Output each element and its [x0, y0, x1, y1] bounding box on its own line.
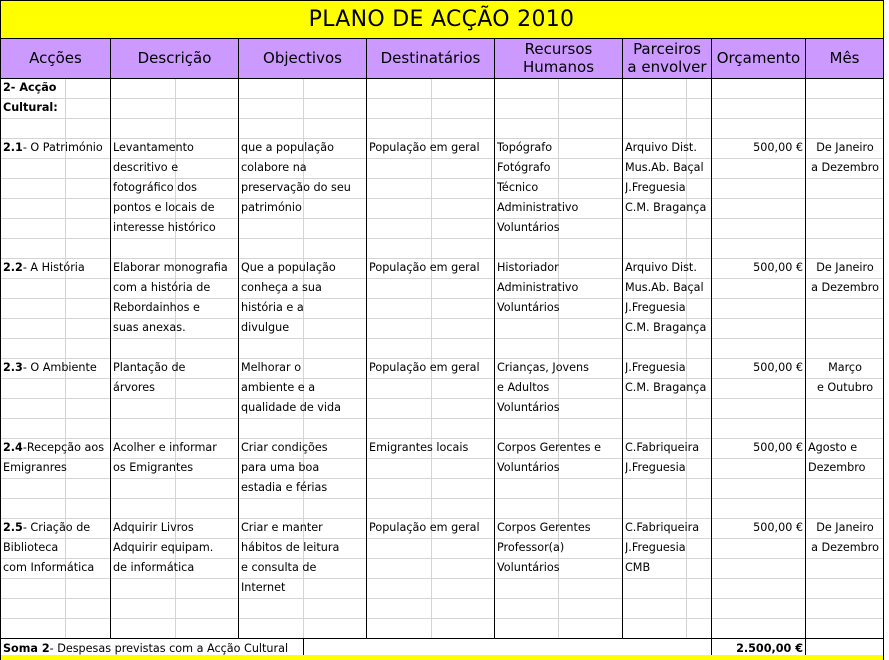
objectivos-line: divulgue [241, 321, 290, 334]
objectivos-line: qualidade de vida [241, 401, 341, 414]
column-border [711, 78, 712, 638]
orcamento-value: 500,00 € [753, 141, 803, 154]
column-header: Destinatários [380, 49, 481, 67]
column-border [494, 78, 495, 638]
objectivos-line: história e a [241, 301, 304, 314]
parceiros-line: Mus.Ab. Baçal [625, 161, 704, 174]
recursos-line: Voluntários [497, 561, 560, 574]
descricao-line: Adquirir Livros [113, 521, 194, 534]
section-heading: 2- Acção [3, 81, 57, 94]
mes-line: Agosto e [808, 441, 858, 454]
parceiros-line: Arquivo Dist. [625, 141, 697, 154]
column-header: Parceiros a envolver [627, 40, 707, 76]
objectivos-line: Criar condições [241, 441, 328, 454]
grid-row-line [0, 418, 883, 419]
column-border [883, 78, 884, 638]
orcamento-value: 500,00 € [753, 361, 803, 374]
header-divider [883, 38, 884, 78]
recursos-line: Administrativo [497, 281, 579, 294]
descricao-line: de informática [113, 561, 195, 574]
column-border [110, 78, 111, 638]
header-divider [494, 38, 495, 78]
recursos-line: Professor(a) [497, 541, 565, 554]
mes-line: De Janeiro [816, 141, 874, 154]
footer-divider [711, 638, 712, 655]
descricao-line: suas anexas. [113, 321, 186, 334]
recursos-line: Voluntários [497, 461, 560, 474]
parceiros-line: J.Freguesia [625, 301, 686, 314]
objectivos-line: colabore na [241, 161, 307, 174]
orcamento-value: 500,00 € [753, 521, 803, 534]
action-title: -Recepção aos [22, 441, 105, 454]
action-code: 2.1 [3, 141, 23, 154]
recursos-line: Crianças, Jovens [497, 361, 589, 374]
action-title-continued: Emigranres [3, 461, 67, 474]
recursos-line: Voluntários [497, 401, 560, 414]
descricao-line: Plantação de [113, 361, 186, 374]
grid-row-line [0, 478, 883, 479]
footer-left-border [0, 638, 1, 660]
column-header: Acções [29, 49, 82, 67]
destinatarios-cell: População em geral [369, 521, 480, 534]
action-title-continued: Biblioteca [3, 541, 59, 554]
descricao-line: descritivo e [113, 161, 179, 174]
grid-row-line [0, 578, 883, 579]
recursos-line: Corpos Gerentes e [497, 441, 602, 454]
action-title: - O Património [22, 141, 103, 154]
mes-line: a Dezembro [811, 161, 879, 174]
action-name [3, 358, 110, 378]
descricao-line: Levantamento [113, 141, 194, 154]
descricao-line: Adquirir equipam. [113, 541, 214, 554]
footer-right-border [883, 638, 884, 660]
action-code: 2.2 [3, 261, 23, 274]
orcamento-value: 500,00 € [753, 441, 803, 454]
column-border [0, 78, 1, 638]
descricao-line: Rebordainhos e [113, 301, 200, 314]
grid-row-line [0, 118, 883, 119]
header-bottom-border [0, 78, 884, 79]
objectivos-line: para uma boa [241, 461, 320, 474]
destinatarios-cell: População em geral [369, 361, 480, 374]
recursos-line: Voluntários [497, 221, 560, 234]
objectivos-line: Que a população [241, 261, 336, 274]
objectivos-line: ambiente e a [241, 381, 316, 394]
parceiros-line: J.Freguesia [625, 541, 686, 554]
descricao-line: os Emigrantes [113, 461, 194, 474]
mes-line: a Dezembro [811, 281, 879, 294]
action-code: 2.5 [3, 521, 23, 534]
column-border [238, 78, 239, 638]
objectivos-line: Criar e manter [241, 521, 323, 534]
footer-label [3, 639, 303, 659]
parceiros-line: J.Freguesia [625, 461, 686, 474]
recursos-line: Historiador [497, 261, 559, 274]
parceiros-line: J.Freguesia [625, 181, 686, 194]
recursos-line: e Adultos [497, 381, 550, 394]
title-bottom-border [0, 38, 884, 39]
parceiros-line: Arquivo Dist. [625, 261, 697, 274]
objectivos-line: preservação do seu [241, 181, 351, 194]
column-border [622, 78, 623, 638]
destinatarios-cell: População em geral [369, 261, 480, 274]
action-title: - O Ambiente [22, 361, 97, 374]
descricao-line: Acolher e informar [113, 441, 217, 454]
parceiros-line: C.M. Bragança [625, 381, 707, 394]
column-header: Recursos Humanos [522, 40, 595, 76]
sheet-title: PLANO DE ACÇÃO 2010 [0, 0, 883, 38]
recursos-line: Técnico [497, 181, 539, 194]
recursos-line: Administrativo [497, 201, 579, 214]
mes-line: e Outubro [816, 381, 874, 394]
action-name [3, 438, 110, 458]
action-title-continued: com Informática [3, 561, 95, 574]
recursos-line: Fotógrafo [497, 161, 551, 174]
parceiros-line: C.M. Bragança [625, 321, 707, 334]
objectivos-line: hábitos de leitura [241, 541, 340, 554]
column-header: Orçamento [716, 49, 801, 67]
column-border [805, 78, 806, 638]
grid-row-line [0, 598, 883, 599]
objectivos-line: e consulta de [241, 561, 317, 574]
recursos-line: Topógrafo [497, 141, 553, 154]
mes-line: a Dezembro [811, 541, 879, 554]
column-header: Descrição [137, 49, 212, 67]
header-divider [805, 38, 806, 78]
objectivos-line: Melhorar o [241, 361, 302, 374]
header-divider [366, 38, 367, 78]
action-name [3, 518, 110, 538]
footer-sum-label: Soma 2 [3, 642, 50, 655]
grid-row-line [0, 398, 883, 399]
objectivos-line: que a população [241, 141, 334, 154]
objectivos-line: património [241, 201, 302, 214]
destinatarios-cell: População em geral [369, 141, 480, 154]
column-border [366, 78, 367, 638]
objectivos-line: estadia e férias [241, 481, 328, 494]
header-divider [622, 38, 623, 78]
action-code: 2.3 [3, 361, 23, 374]
grid-row-line [0, 498, 883, 499]
column-header: Objectivos [263, 49, 342, 67]
descricao-line: com a história de [113, 281, 211, 294]
header-divider [0, 38, 1, 78]
footer-description: - Despesas previstas com a Acção Cultural [49, 642, 289, 655]
header-divider [711, 38, 712, 78]
action-name [3, 258, 110, 278]
parceiros-line: C.Fabriqueira [625, 441, 700, 454]
destinatarios-cell: Emigrantes locais [369, 441, 469, 454]
descricao-line: árvores [113, 381, 155, 394]
footer-divider [805, 638, 806, 655]
column-header: Mês [829, 49, 860, 67]
orcamento-value: 500,00 € [753, 261, 803, 274]
action-code: 2.4 [3, 441, 23, 454]
parceiros-line: Mus.Ab. Baçal [625, 281, 704, 294]
action-name [3, 138, 110, 158]
section-heading: Cultural: [3, 101, 58, 114]
descricao-line: fotográfico dos [113, 181, 197, 194]
recursos-line: Corpos Gerentes [497, 521, 591, 534]
recursos-line: Voluntários [497, 301, 560, 314]
mes-line: Março [828, 361, 862, 374]
action-title: - A História [22, 261, 85, 274]
footer-top-border [0, 638, 884, 639]
descricao-line: interesse histórico [113, 221, 216, 234]
top-border [0, 0, 884, 1]
header-divider [110, 38, 111, 78]
footer-divider [303, 638, 304, 655]
mes-line: De Janeiro [816, 261, 874, 274]
objectivos-line: conheça a sua [241, 281, 322, 294]
grid-row-line [0, 238, 883, 239]
parceiros-line: J.Freguesia [625, 361, 686, 374]
grid-row-line [0, 338, 883, 339]
parceiros-line: C.M. Bragança [625, 201, 707, 214]
grid-row-line [0, 98, 883, 99]
header-divider [238, 38, 239, 78]
parceiros-line: C.Fabriqueira [625, 521, 700, 534]
mes-line: De Janeiro [816, 521, 874, 534]
descricao-line: Elaborar monografia [113, 261, 228, 274]
title-left-border [0, 0, 1, 38]
action-title: - Criação de [22, 521, 91, 534]
mes-line: Dezembro [808, 461, 866, 474]
footer-total: 2.500,00 € [736, 642, 803, 655]
grid-row-line [0, 618, 883, 619]
objectivos-line: Internet [241, 581, 286, 594]
parceiros-line: CMB [625, 561, 651, 574]
descricao-line: pontos e locais de [113, 201, 215, 214]
title-right-border [883, 0, 884, 38]
